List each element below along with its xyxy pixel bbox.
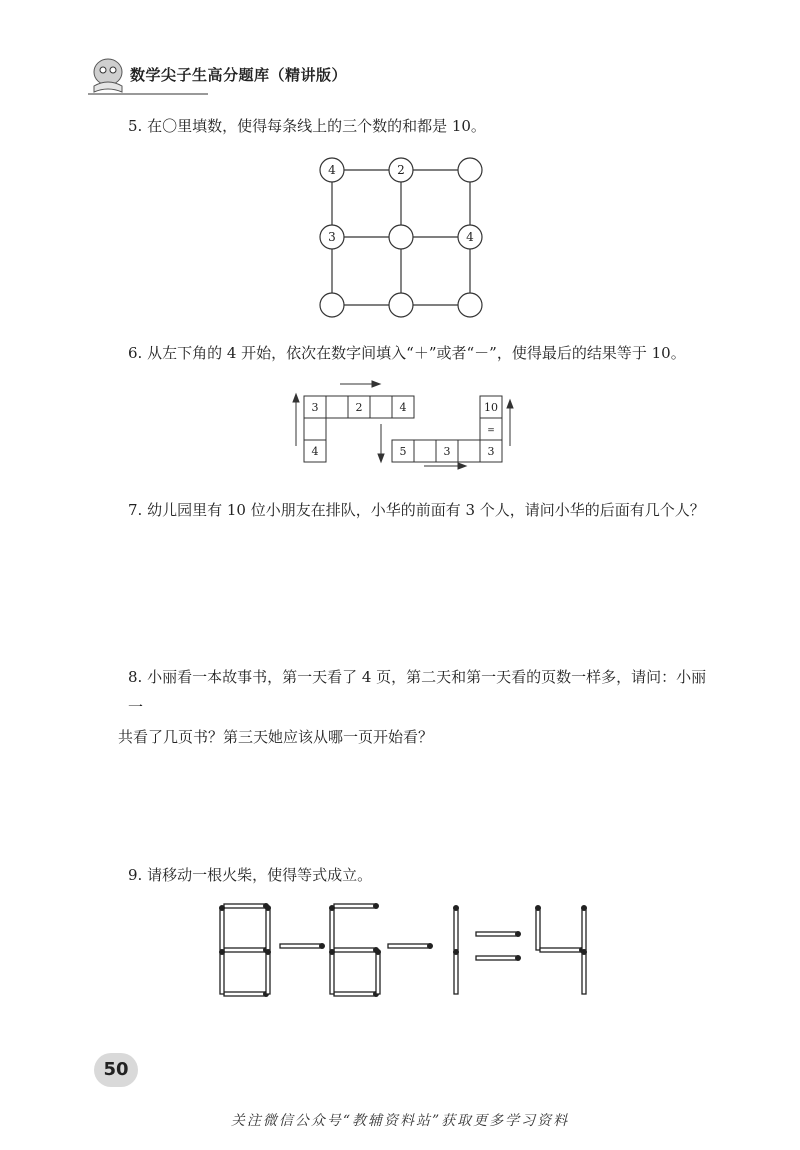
up-arrow-icon [507, 400, 513, 408]
matchstick-minus-sign [280, 943, 325, 949]
matchstick-equals-sign [476, 931, 521, 961]
path-cell-value: 10 [484, 401, 498, 414]
path-cell-value: 2 [355, 401, 363, 414]
circle-grid-figure [310, 150, 500, 322]
grid-circle [389, 225, 413, 249]
right-arrow-icon [458, 463, 466, 469]
question-9-text: 9. 请移动一根火柴，使得等式成立。 [128, 866, 373, 884]
matchstick-equation-figure [210, 900, 600, 1000]
question-8-line-1: 8. 小丽看一本故事书，第一天看了 4 页，第二天和第一天看的页数一样多，请问：小丽一 [128, 668, 707, 716]
path-cell-value: 4 [311, 445, 319, 458]
grid-number: 4 [328, 163, 336, 177]
matchstick-digit-6 [329, 903, 381, 997]
path-cell-value: 4 [399, 401, 407, 414]
matchstick-digit-8 [219, 903, 271, 997]
question-8-text [118, 662, 718, 752]
book-title: 数学尖子生高分题库（精讲版） [130, 66, 348, 84]
path-cell-value: 5 [399, 445, 407, 458]
number-path-figure [288, 378, 518, 470]
grid-number: 3 [328, 230, 336, 244]
path-cell-value: 3 [487, 445, 495, 458]
footer-note: 关注微信公众号“教辅资料站”获取更多学习资料 [230, 1113, 570, 1129]
path-cell-value: 3 [443, 445, 451, 458]
grid-circle [458, 158, 482, 182]
grid-circle [320, 293, 344, 317]
question-5-text: 5. 在〇里填数，使得每条线上的三个数的和都是 10。 [128, 117, 486, 135]
question-8-line-2: 共看了几页书？第三天她应该从哪一页开始看？ [118, 728, 434, 746]
right-arrow-icon [372, 381, 380, 387]
path-cell-value: 3 [311, 401, 319, 414]
path-cell-value: = [487, 426, 495, 436]
down-arrow-icon [378, 454, 384, 462]
grid-number: 4 [466, 230, 474, 244]
question-7-text: 7. 幼儿园里有 10 位小朋友在排队，小华的前面有 3 个人，请问小华的后面有几个人？ [128, 501, 705, 519]
question-6-text: 6. 从左下角的 4 开始，依次在数字间填入“＋”或者“－”，使得最后的结果等于 10。 [128, 344, 686, 362]
up-arrow-icon [293, 394, 299, 402]
grid-number: 2 [397, 163, 405, 177]
matchstick-digit-4 [535, 905, 587, 994]
matchstick-digit-1 [453, 905, 459, 994]
matchstick-minus-sign [388, 943, 433, 949]
grid-circle [389, 293, 413, 317]
page-number: 50 [94, 1053, 138, 1087]
grid-circle [458, 293, 482, 317]
